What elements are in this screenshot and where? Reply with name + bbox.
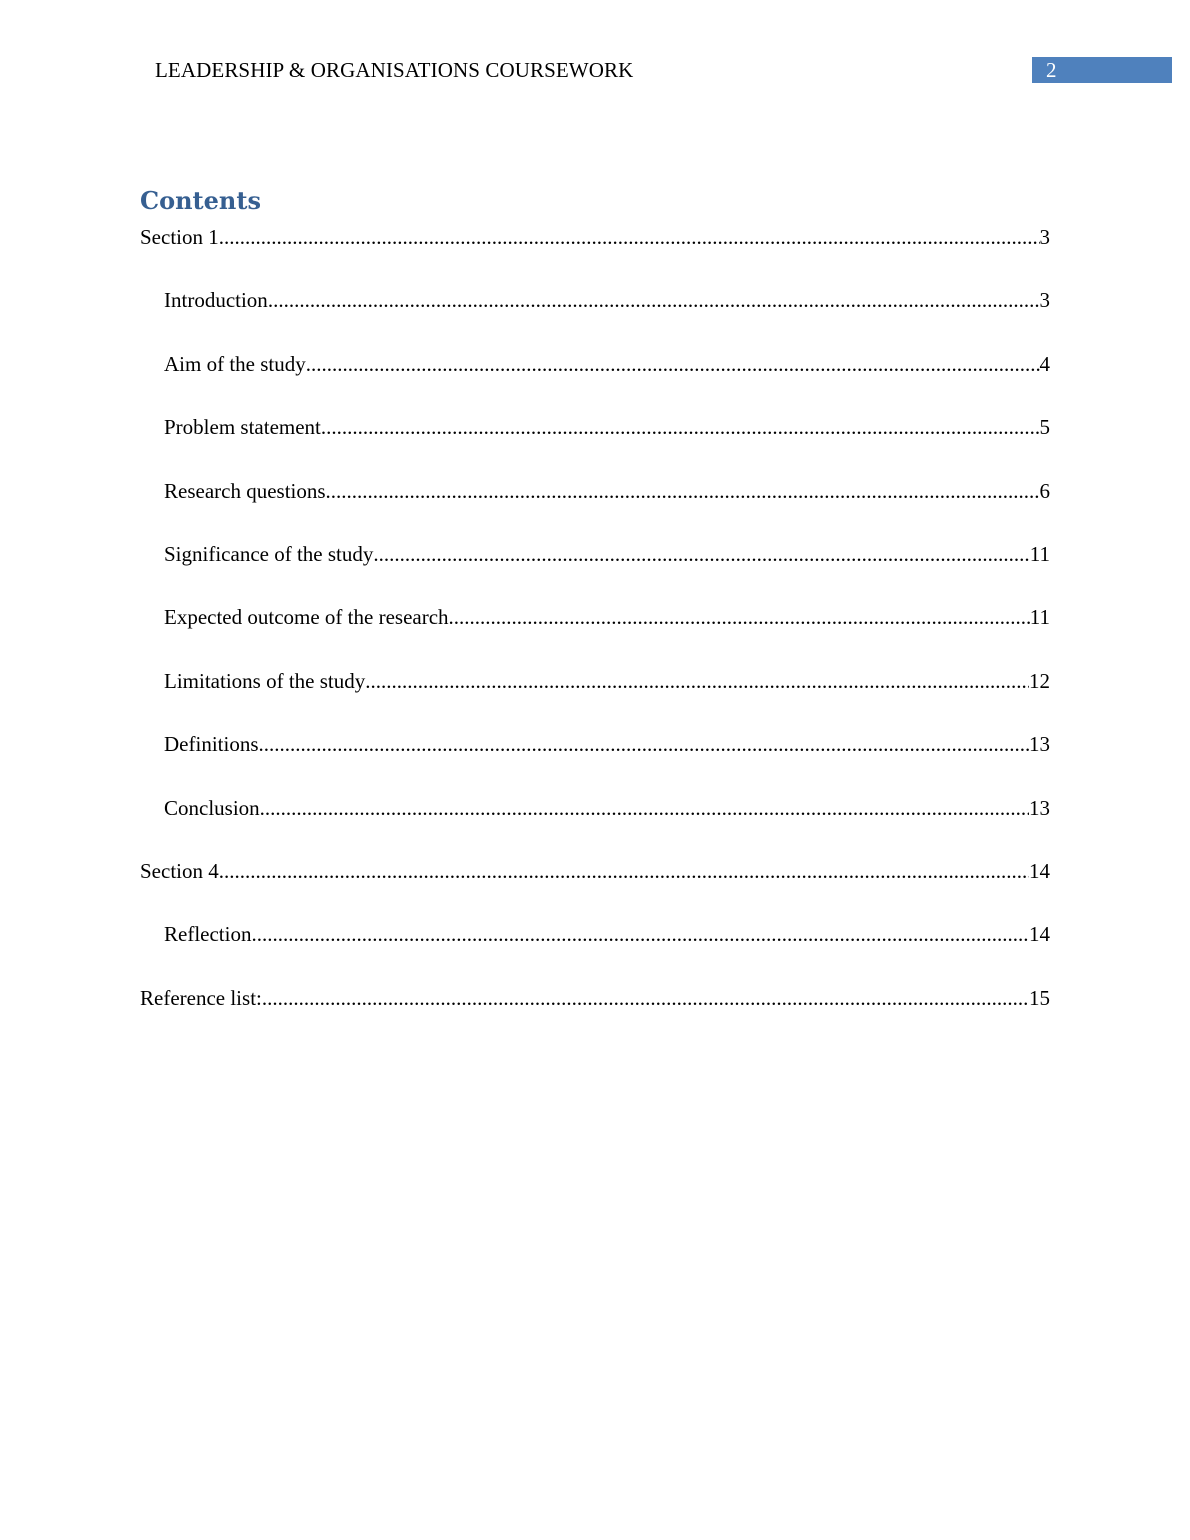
table-of-contents <box>140 224 1050 1048</box>
toc-leader-dots <box>306 351 1040 377</box>
toc-entry-title: Introduction <box>164 288 268 313</box>
toc-leader-dots <box>259 731 1030 757</box>
toc-entry-page: 6 <box>1039 478 1050 503</box>
toc-leader-dots <box>321 414 1040 440</box>
toc-entry-title: Research questions <box>164 478 326 503</box>
toc-entry-page: 3 <box>1039 225 1050 249</box>
toc-entry-page: 13 <box>1029 795 1050 820</box>
toc-entry-title: Aim of the study <box>164 351 306 376</box>
toc-entry[interactable] <box>140 541 1050 604</box>
toc-entry-page: 12 <box>1029 668 1050 693</box>
toc-entry-page: 4 <box>1039 351 1050 376</box>
toc-leader-dots <box>449 604 1030 630</box>
toc-entry[interactable] <box>140 795 1050 858</box>
toc-entry[interactable] <box>140 414 1050 477</box>
toc-entry-title: Section 4 <box>140 858 219 883</box>
toc-entry[interactable] <box>140 985 1050 1048</box>
toc-entry-page: 11 <box>1029 605 1050 630</box>
toc-entry[interactable] <box>140 921 1050 984</box>
toc-entry-title: Reference list: <box>140 985 262 1010</box>
toc-entry-title: Problem statement <box>164 415 321 440</box>
toc-entry[interactable] <box>140 731 1050 794</box>
toc-entry[interactable] <box>140 351 1050 414</box>
toc-entry-title: Definitions <box>164 732 259 757</box>
toc-entry[interactable] <box>140 224 1050 287</box>
toc-leader-dots <box>219 224 1040 250</box>
toc-leader-dots <box>262 985 1029 1011</box>
toc-entry-page: 11 <box>1029 541 1050 566</box>
toc-leader-dots <box>219 858 1029 884</box>
toc-entry[interactable] <box>140 478 1050 541</box>
toc-entry-page: 15 <box>1029 985 1050 1010</box>
toc-leader-dots <box>260 795 1029 821</box>
toc-entry-page: 3 <box>1039 288 1050 313</box>
toc-entry-title: Significance of the study <box>164 541 374 566</box>
contents-heading: Contents <box>140 186 261 215</box>
toc-entry[interactable] <box>140 604 1050 667</box>
toc-entry-title: Expected outcome of the research <box>164 605 449 630</box>
toc-leader-dots <box>365 668 1029 694</box>
toc-entry[interactable] <box>140 858 1050 921</box>
toc-entry-title: Section 1 <box>140 225 219 249</box>
toc-entry-page: 14 <box>1029 858 1050 883</box>
toc-entry-page: 14 <box>1029 922 1050 947</box>
page-number-badge: 2 <box>1032 57 1172 83</box>
toc-leader-dots <box>326 478 1040 504</box>
toc-entry-title: Conclusion <box>164 795 260 820</box>
toc-entry-title: Limitations of the study <box>164 668 366 693</box>
toc-entry[interactable] <box>140 287 1050 350</box>
toc-leader-dots <box>251 921 1029 947</box>
toc-entry-title: Reflection <box>164 922 252 947</box>
toc-entry-page: 5 <box>1039 415 1050 440</box>
toc-leader-dots <box>268 287 1040 313</box>
toc-leader-dots <box>373 541 1029 567</box>
toc-entry-page: 13 <box>1029 732 1050 757</box>
toc-entry[interactable] <box>140 668 1050 731</box>
header-title: LEADERSHIP & ORGANISATIONS COURSEWORK <box>155 58 634 82</box>
